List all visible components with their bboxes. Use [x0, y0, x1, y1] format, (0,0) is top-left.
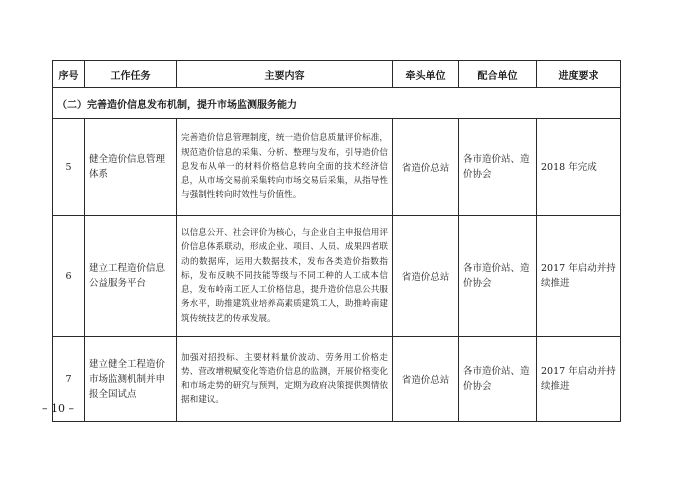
row-lead: 省造价总站	[393, 337, 459, 422]
section-row	[53, 88, 621, 119]
row-content: 以信息公开、社会评价为核心，与企业自主申报信用评价信息体系联动，形成企业、项目、人员、成果四者联动的数据库，运用大数据技术，发布各类造价指数指标，发布反映不同技能等级与不同工种的人工成本信息，发布岭南工匠人工价格信息，提升造价信息公共服务水平，助推建筑业培养高素质建筑工人，助推岭南建筑传统技艺的传承发展。	[177, 216, 393, 337]
row-num: 6	[53, 216, 85, 337]
row-content: 加强对招投标、主要材料量价波动、劳务用工价格走势、营改增税赋变化等造价信息的监测，开展价格变化和市场走势的研究与预判，定期为政府决策提供舆情依据和建议。	[177, 337, 393, 422]
header-task: 工作任务	[85, 61, 177, 88]
row-num: 5	[53, 119, 85, 216]
work-plan-table	[52, 60, 621, 422]
section-title: （二）完善造价信息发布机制，提升市场监测服务能力	[53, 88, 621, 119]
row-progress: 2017 年启动并持续推进	[537, 337, 621, 422]
header-content: 主要内容	[177, 61, 393, 88]
header-num: 序号	[53, 61, 85, 88]
header-row	[53, 61, 621, 88]
header-coop: 配合单位	[459, 61, 537, 88]
row-progress: 2018 年完成	[537, 119, 621, 216]
row-coop: 各市造价站、造价协会	[459, 216, 537, 337]
row-coop: 各市造价站、造价协会	[459, 119, 537, 216]
row-coop: 各市造价站、造价协会	[459, 337, 537, 422]
row-lead: 省造价总站	[393, 119, 459, 216]
page-number: – 10 –	[42, 402, 74, 415]
row-num: 7	[53, 337, 85, 422]
table-row	[53, 216, 621, 337]
row-task: 建立工程造价信息公益服务平台	[85, 216, 177, 337]
header-progress: 进度要求	[537, 61, 621, 88]
row-content: 完善造价信息管理制度，统一造价信息质量评价标准，规范造价信息的采集、分析、整理与发布，引导造价信息发布从单一的材料价格信息转向全面的技术经济信息，从市场交易前采集转向市场交易后采集，从指导性与强制性转向时效性与价值性。	[177, 119, 393, 216]
row-task: 建立健全工程造价市场监测机制并申报全国试点	[85, 337, 177, 422]
row-lead: 省造价总站	[393, 216, 459, 337]
row-progress: 2017 年启动并持续推进	[537, 216, 621, 337]
table-row	[53, 119, 621, 216]
table-row	[53, 337, 621, 422]
header-lead: 牵头单位	[393, 61, 459, 88]
row-task: 健全造价信息管理体系	[85, 119, 177, 216]
